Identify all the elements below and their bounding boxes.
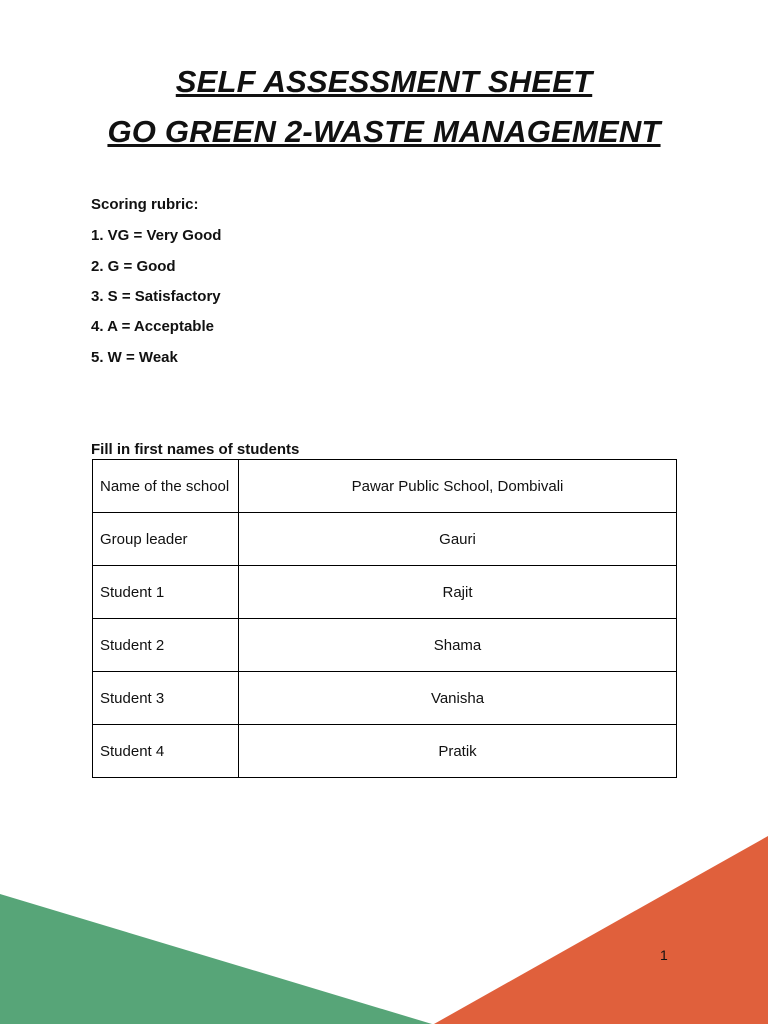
row-value[interactable]: Vanisha xyxy=(239,672,677,725)
orange-triangle xyxy=(434,836,768,1024)
page-number: 1 xyxy=(660,947,668,963)
row-label: Student 2 xyxy=(93,619,239,672)
table-row xyxy=(93,619,677,672)
rubric-item: 4. A = Acceptable xyxy=(91,318,214,335)
table-row xyxy=(93,566,677,619)
row-label: Student 1 xyxy=(93,566,239,619)
rubric-item: 2. G = Good xyxy=(91,258,176,275)
students-table xyxy=(92,459,677,778)
rubric-item: 5. W = Weak xyxy=(91,349,178,366)
row-label: Student 3 xyxy=(93,672,239,725)
row-value[interactable]: Gauri xyxy=(239,513,677,566)
row-label: Group leader xyxy=(93,513,239,566)
row-value[interactable]: Rajit xyxy=(239,566,677,619)
row-label: Name of the school xyxy=(93,460,239,513)
green-triangle xyxy=(0,894,432,1024)
rubric-heading: Scoring rubric: xyxy=(91,196,199,213)
table-row xyxy=(93,513,677,566)
row-value[interactable]: Shama xyxy=(239,619,677,672)
table-row xyxy=(93,460,677,513)
table-instruction: Fill in first names of students xyxy=(91,441,300,458)
table-row xyxy=(93,672,677,725)
row-label: Student 4 xyxy=(93,725,239,778)
rubric-item: 1. VG = Very Good xyxy=(91,227,222,244)
row-value[interactable]: Pawar Public School, Dombivali xyxy=(239,460,677,513)
page-title: SELF ASSESSMENT SHEET xyxy=(175,64,593,99)
rubric-item: 3. S = Satisfactory xyxy=(91,288,221,305)
table-row xyxy=(93,725,677,778)
page-subtitle: GO GREEN 2-WASTE MANAGEMENT xyxy=(107,114,661,149)
row-value[interactable]: Pratik xyxy=(239,725,677,778)
